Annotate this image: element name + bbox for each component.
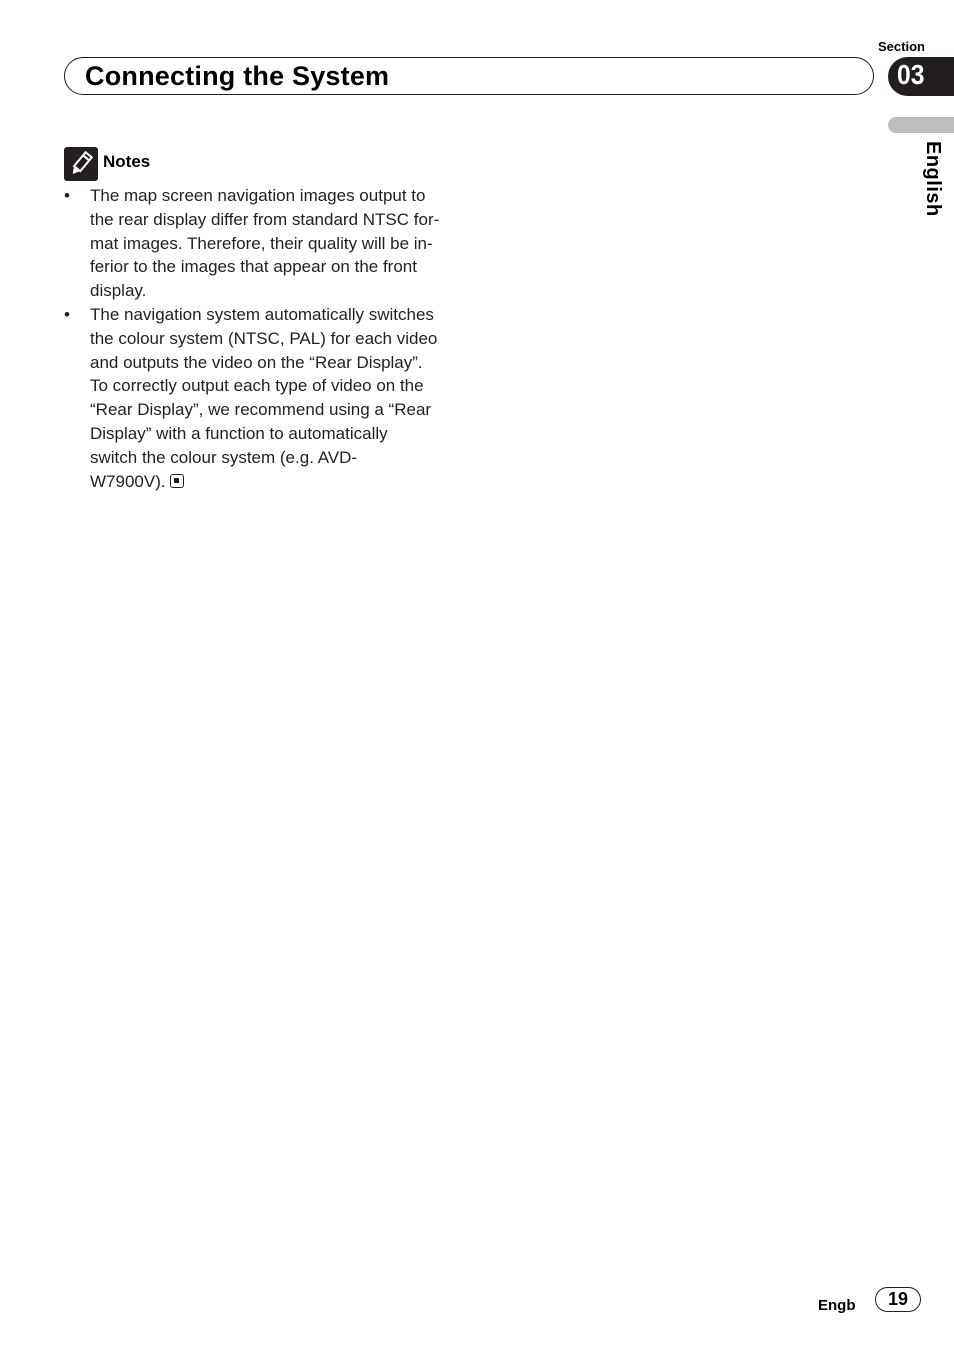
notes-heading: Notes bbox=[103, 152, 151, 171]
note-line: display. bbox=[90, 281, 147, 301]
page-number: 19 bbox=[887, 1289, 909, 1309]
note-line: The navigation system automatically switches bbox=[90, 304, 434, 324]
bullet: • bbox=[64, 186, 70, 205]
note-line: To correctly output each type of video on the bbox=[90, 376, 424, 396]
section-label: Section bbox=[878, 39, 925, 54]
note-item bbox=[64, 184, 464, 303]
note-line-last bbox=[90, 470, 464, 494]
note-line: Display” with a function to automatically bbox=[90, 423, 388, 443]
note-line: ferior to the images that appear on the front bbox=[90, 257, 417, 277]
section-number-tab bbox=[888, 57, 954, 96]
language-tab bbox=[888, 117, 954, 133]
bullet: • bbox=[64, 304, 70, 324]
end-mark-icon bbox=[170, 474, 184, 488]
footer-language-code: Engb bbox=[818, 1297, 856, 1314]
note-line: the rear display differ from standard NTSC for- bbox=[90, 209, 440, 229]
page-number-pill bbox=[875, 1287, 921, 1312]
notes-list bbox=[64, 184, 464, 493]
pencil-icon bbox=[64, 147, 98, 181]
note-line: and outputs the video on the “Rear Display”. bbox=[90, 352, 423, 372]
note-line: the colour system (NTSC, PAL) for each video bbox=[90, 328, 438, 348]
language-label: English bbox=[922, 141, 944, 217]
note-line: “Rear Display”, we recommend using a “Rear bbox=[90, 400, 432, 420]
section-number: 03 bbox=[897, 59, 925, 90]
note-line: mat images. Therefore, their quality will be in- bbox=[90, 233, 433, 253]
title-bar bbox=[64, 57, 874, 95]
note-line-text: W7900V). bbox=[90, 471, 166, 491]
note-line: switch the colour system (e.g. AVD- bbox=[90, 447, 358, 467]
page-title: Connecting the System bbox=[85, 61, 390, 91]
note-item bbox=[64, 303, 464, 493]
note-line: The map screen navigation images output to bbox=[90, 186, 426, 205]
